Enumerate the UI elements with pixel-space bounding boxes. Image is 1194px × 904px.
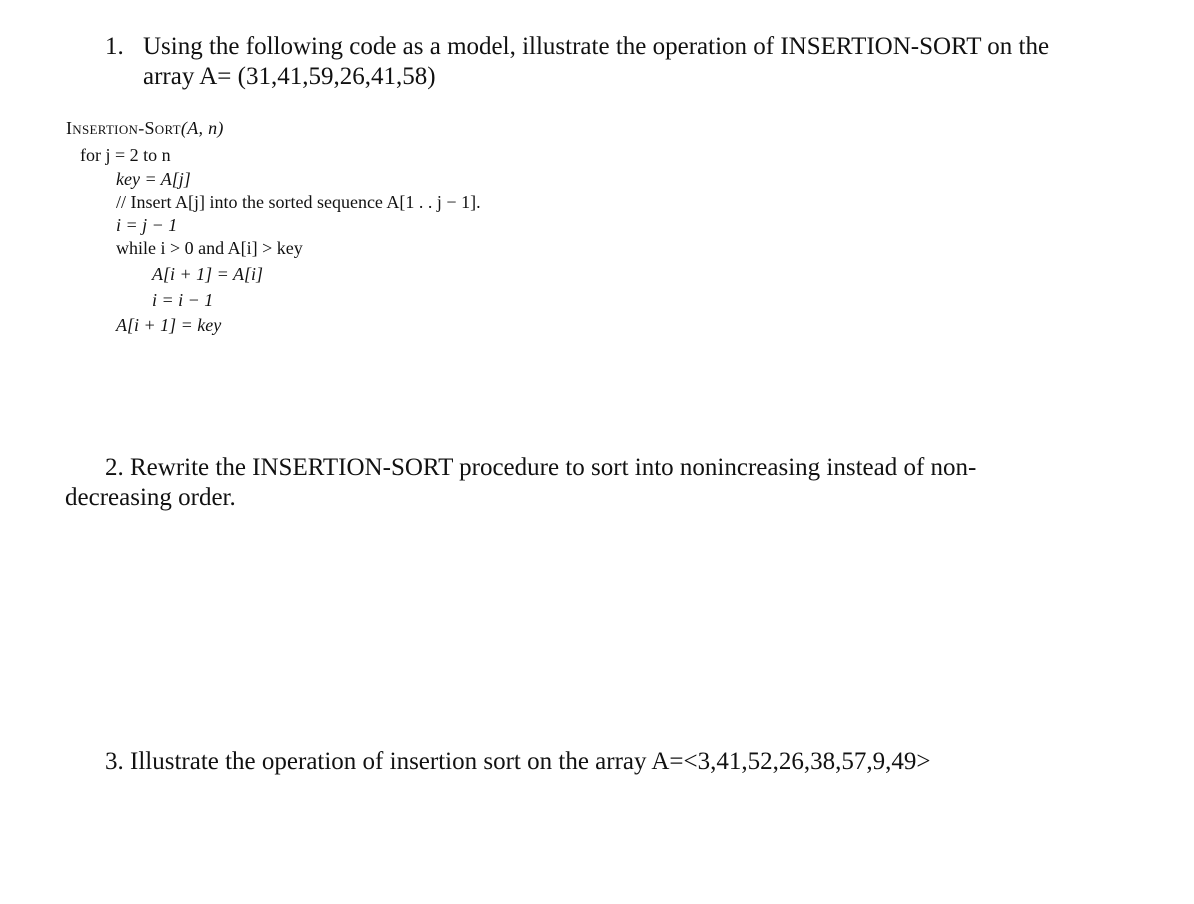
code-line-shift: A[i + 1] = A[i] bbox=[152, 264, 263, 284]
question-2-text: 2. Rewrite the INSERTION-SORT procedure to sort into nonincreasing instead of non-decreasing order. bbox=[65, 454, 977, 511]
code-line-comment: // Insert A[j] into the sorted sequence A[1 . . j − 1]. bbox=[116, 192, 481, 212]
question-1 bbox=[105, 32, 1105, 92]
code-line-insert: A[i + 1] = key bbox=[116, 315, 222, 335]
question-1-number: 1. bbox=[105, 33, 124, 60]
code-line-key: key = A[j] bbox=[116, 169, 191, 189]
procedure-name: Insertion-Sort bbox=[66, 118, 181, 138]
procedure-header bbox=[66, 117, 224, 140]
question-1-text: Using the following code as a model, illustrate the operation of INSERTION-SORT on the array A= (31,41,59,26,41,58) bbox=[143, 33, 1050, 90]
code-line-for: for j = 2 to n bbox=[80, 145, 171, 165]
procedure-args: (A, n) bbox=[180, 118, 224, 138]
code-line-decrement: i = i − 1 bbox=[152, 290, 214, 310]
code-line-while: while i > 0 and A[i] > key bbox=[116, 238, 303, 258]
code-line-i-init: i = j − 1 bbox=[116, 215, 178, 235]
question-3-text: 3. Illustrate the operation of insertion sort on the array A=<3,41,52,26,38,57,9,49> bbox=[105, 748, 931, 775]
